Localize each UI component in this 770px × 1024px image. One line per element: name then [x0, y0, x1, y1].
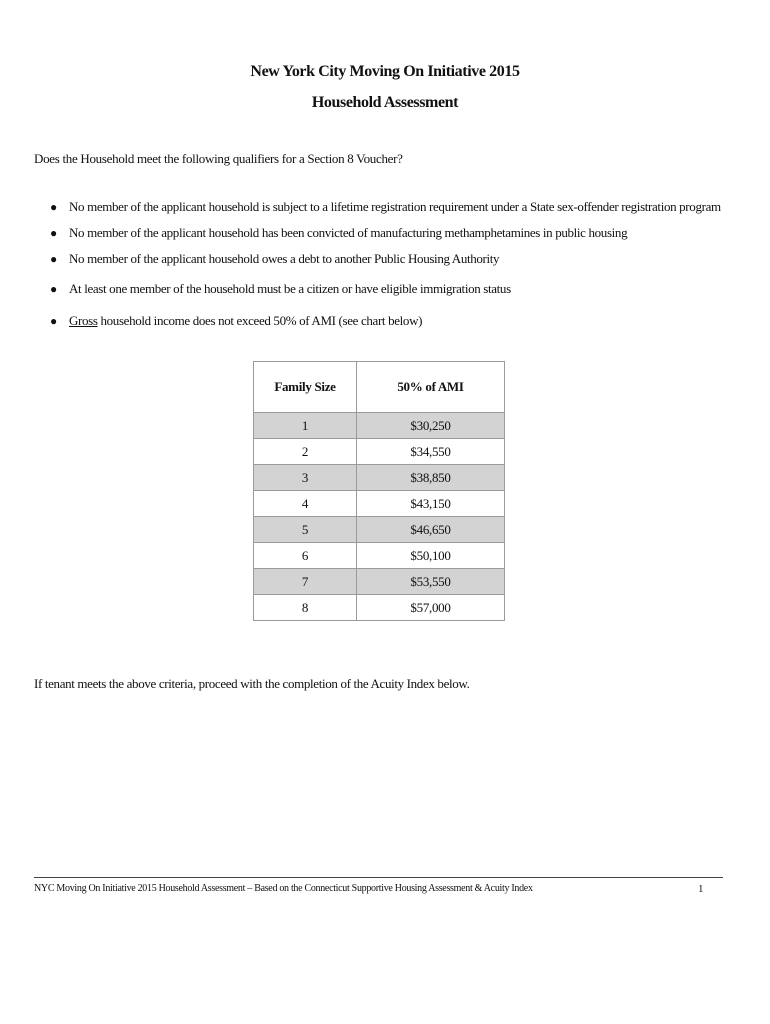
footer-divider [34, 877, 723, 878]
ami-cell: $50,100 [357, 543, 505, 569]
bullet-icon: ● [50, 252, 57, 266]
qualifier-text: household income does not exceed 50% of AMI (see chart below) [97, 313, 423, 328]
family-size-cell: 8 [254, 595, 357, 621]
family-size-cell: 5 [254, 517, 357, 543]
table-row [254, 413, 505, 439]
bullet-icon: ● [50, 314, 57, 328]
qualifier-item [50, 251, 499, 267]
qualifier-item [50, 225, 627, 241]
qualifier-text: No member of the applicant household is subject to a lifetime registration requirement under a State sex-offender registration program [69, 199, 721, 214]
footer-text: NYC Moving On Initiative 2015 Household Assessment – Based on the Connecticut Supportive Housing Assessment & Acuity Index [34, 883, 533, 894]
qualifier-text: No member of the applicant household owes a debt to another Public Housing Authority [69, 251, 500, 266]
qualifier-text: At least one member of the household must be a citizen or have eligible immigration status [69, 281, 511, 296]
family-size-cell: 2 [254, 439, 357, 465]
ami-cell: $30,250 [357, 413, 505, 439]
ami-cell: $34,550 [357, 439, 505, 465]
family-size-cell: 3 [254, 465, 357, 491]
table-row [254, 517, 505, 543]
document-subtitle: Household Assessment [311, 94, 459, 111]
family-size-cell: 1 [254, 413, 357, 439]
table-header-row [254, 362, 505, 413]
qualifier-item [50, 281, 511, 297]
table-row [254, 491, 505, 517]
family-size-cell: 7 [254, 569, 357, 595]
ami-cell: $57,000 [357, 595, 505, 621]
ami-cell: $43,150 [357, 491, 505, 517]
document-title: New York City Moving On Initiative 2015 [250, 63, 520, 80]
ami-cell: $38,850 [357, 465, 505, 491]
ami-income-table [253, 361, 505, 621]
table-row [254, 439, 505, 465]
family-size-cell: 6 [254, 543, 357, 569]
bullet-icon: ● [50, 282, 57, 296]
proceed-instruction: If tenant meets the above criteria, proceed with the completion of the Acuity Index below. [34, 676, 470, 691]
column-header-ami: 50% of AMI [357, 362, 505, 413]
bullet-icon: ● [50, 226, 57, 240]
family-size-cell: 4 [254, 491, 357, 517]
qualifier-text: No member of the applicant household has been convicted of manufacturing methamphetamines in public housing [69, 225, 628, 240]
qualifier-question: Does the Household meet the following qualifiers for a Section 8 Voucher? [34, 151, 403, 166]
qualifier-emphasis: Gross [69, 313, 98, 328]
table-row [254, 543, 505, 569]
column-header-family-size: Family Size [254, 362, 357, 413]
ami-cell: $53,550 [357, 569, 505, 595]
qualifier-item [50, 199, 721, 215]
table-row [254, 569, 505, 595]
qualifier-item [50, 313, 422, 329]
page-number: 1 [698, 883, 704, 895]
ami-cell: $46,650 [357, 517, 505, 543]
table-row [254, 465, 505, 491]
table-row [254, 595, 505, 621]
bullet-icon: ● [50, 200, 57, 214]
